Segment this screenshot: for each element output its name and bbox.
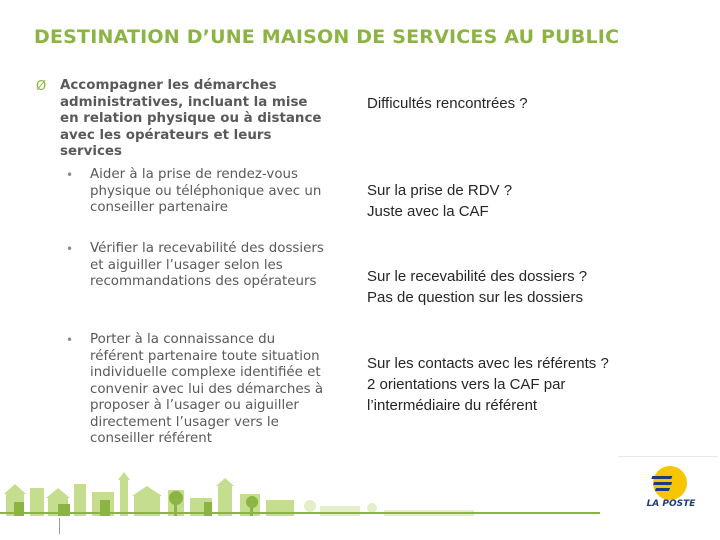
difficulties-heading: Difficultés rencontrées ? (367, 95, 528, 112)
arrow-bullet-icon: Ø (36, 79, 47, 94)
la-poste-logo-icon (630, 466, 710, 526)
logo-divider (618, 456, 718, 457)
difficulty-dossiers-question: Sur le recevabilité des dossiers ? (367, 268, 588, 285)
difficulty-referents-question: Sur les contacts avec les référents ? (367, 355, 609, 372)
difficulty-rdv-answer: Juste avec la CAF (367, 203, 489, 220)
bullet-dot-icon: • (66, 333, 74, 347)
difficulty-dossiers-answer: Pas de question sur les dossiers (367, 289, 583, 306)
main-bullet-text: Accompagner les démarches administratives, incluant la mise en relation physique ou à distance avec les opérateurs et leurs services (60, 78, 322, 159)
bullet-dot-icon: • (66, 168, 74, 182)
bullet-dot-icon: • (66, 242, 74, 256)
difficulty-referents-answer: 2 orientations vers la CAF par l’intermédiaire du référent (367, 376, 566, 414)
footer-tick (59, 518, 60, 534)
sub-item-rdv: Aider à la prise de rendez-vous physique ou téléphonique avec un conseiller partenaire (90, 167, 322, 215)
footer-green-rule (0, 512, 600, 514)
slide-title: DESTINATION D’UNE MAISON DE SERVICES AU PUBLIC (34, 26, 620, 48)
sub-item-recevabilite: Vérifier la recevabilité des dossiers et aiguiller l’usager selon les recommandations des opérateurs (90, 241, 324, 289)
town-skyline-illustration (0, 472, 600, 516)
la-poste-wordmark: LA POSTE (646, 499, 696, 509)
sub-item-referent: Porter à la connaissance du référent partenaire toute situation individuelle complexe identifiée et convenir avec lui des démarches à proposer à l’usager ou aiguiller directement l’usager vers le conseiller référent (90, 332, 324, 446)
difficulty-rdv-question: Sur la prise de RDV ? (367, 182, 513, 199)
